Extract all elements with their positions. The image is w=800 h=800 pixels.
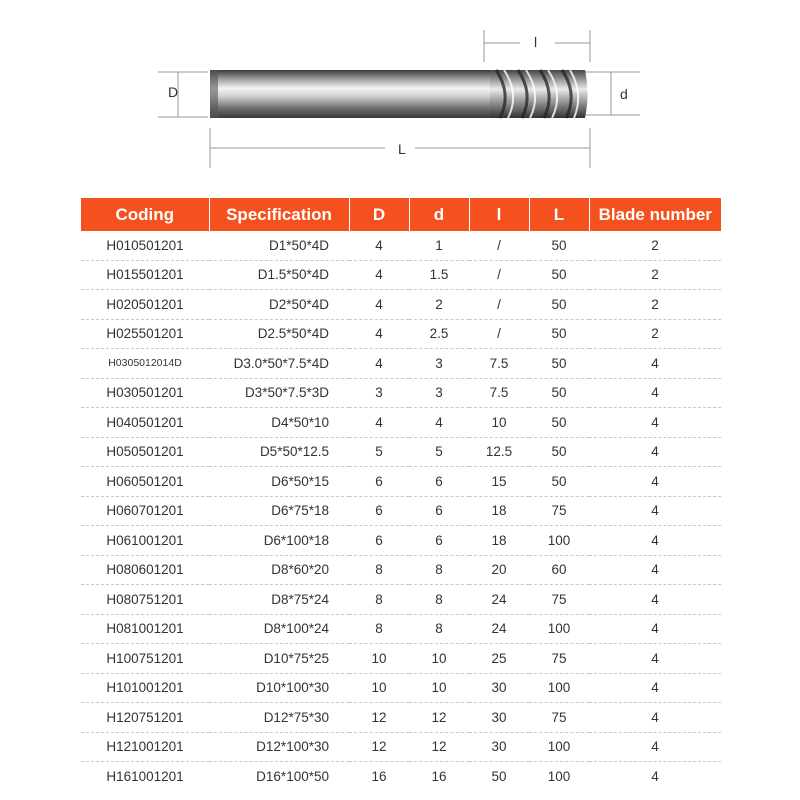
cell-specification: D1.5*50*4D	[209, 260, 349, 290]
cell-L: 50	[529, 260, 589, 290]
table-row	[81, 231, 721, 260]
cell-coding: H060701201	[81, 496, 209, 526]
table-row	[81, 762, 721, 791]
cell-L: 100	[529, 673, 589, 703]
cell-d: 6	[409, 467, 469, 497]
table-header-row	[81, 198, 721, 231]
cell-blade-number: 2	[589, 260, 721, 290]
table-row	[81, 555, 721, 585]
cell-specification: D1*50*4D	[209, 231, 349, 260]
cell-blade-number: 4	[589, 703, 721, 733]
dimension-l-label: l	[534, 34, 538, 50]
cell-D: 4	[349, 260, 409, 290]
cell-coding: H010501201	[81, 231, 209, 260]
cell-l: 18	[469, 496, 529, 526]
cell-L: 100	[547, 768, 571, 784]
cell-L: 75	[529, 585, 589, 615]
cell-D: 10	[349, 644, 409, 674]
cell-d: 2	[409, 290, 469, 320]
table-row	[81, 526, 721, 556]
cell-D: 4	[349, 231, 409, 260]
table-row	[81, 614, 721, 644]
end-mill-drawing	[0, 0, 800, 185]
cell-L: 50	[529, 290, 589, 320]
cell-specification: D2.5*50*4D	[209, 319, 349, 349]
table-row	[81, 260, 721, 290]
cell-d: 8	[409, 585, 469, 615]
header-d: d	[409, 198, 469, 231]
cell-specification: D5*50*12.5	[209, 437, 349, 467]
cell-L: 50	[529, 378, 589, 408]
cell-specification: D8*75*24	[209, 585, 349, 615]
cell-D: 6	[349, 467, 409, 497]
cell-d: 6	[409, 526, 469, 556]
cell-D: 3	[349, 378, 409, 408]
cell-blade-number: 4	[589, 732, 721, 762]
cell-d: 16	[431, 768, 447, 784]
cell-d: 10	[409, 644, 469, 674]
cell-L: 50	[529, 231, 589, 260]
table-row	[81, 408, 721, 438]
header-coding: Coding	[81, 198, 209, 231]
cell-l: 30	[469, 673, 529, 703]
cell-coding: H060501201	[81, 467, 209, 497]
cell-coding: H040501201	[81, 408, 209, 438]
cell-blade-number: 2	[589, 231, 721, 260]
cell-l: 50	[491, 768, 507, 784]
cell-coding: H015501201	[81, 260, 209, 290]
cell-l: /	[469, 231, 529, 260]
table-row	[81, 319, 721, 349]
cell-specification: D12*75*30	[209, 703, 349, 733]
cell-l: 30	[469, 732, 529, 762]
cell-D: 8	[349, 585, 409, 615]
dimension-d-label: d	[620, 86, 628, 102]
cell-l: 20	[469, 555, 529, 585]
table-row	[81, 585, 721, 615]
cell-D: 8	[349, 614, 409, 644]
cell-specification: D10*75*25	[209, 644, 349, 674]
cell-l: 25	[469, 644, 529, 674]
cell-l: 7.5	[469, 349, 529, 379]
cell-coding: H050501201	[81, 437, 209, 467]
cell-coding: H100751201	[81, 644, 209, 674]
cell-specification: D6*75*18	[209, 496, 349, 526]
cell-blade-number: 4	[589, 496, 721, 526]
specification-table	[81, 198, 721, 791]
cell-blade-number: 4	[589, 408, 721, 438]
cell-coding: H0305012014D	[81, 349, 209, 379]
cell-coding: H120751201	[81, 703, 209, 733]
cell-coding: H061001201	[81, 526, 209, 556]
header-l: l	[469, 198, 529, 231]
cell-blade-number: 2	[589, 290, 721, 320]
cell-coding: H030501201	[81, 378, 209, 408]
table-row	[81, 673, 721, 703]
cell-specification: D3.0*50*7.5*4D	[209, 349, 349, 379]
cell-coding: H080601201	[81, 555, 209, 585]
cell-l: /	[469, 290, 529, 320]
cell-D: 16	[371, 768, 387, 784]
table-row	[81, 703, 721, 733]
cell-specification: D6*100*18	[209, 526, 349, 556]
cell-l: /	[469, 319, 529, 349]
cell-l: 18	[469, 526, 529, 556]
cell-D: 4	[349, 349, 409, 379]
tool-shank	[210, 70, 492, 118]
cell-D: 12	[349, 732, 409, 762]
cell-l: 7.5	[469, 378, 529, 408]
cell-specification: D16*100*50	[256, 768, 329, 784]
cell-blade-number: 4	[589, 644, 721, 674]
cell-l: 12.5	[469, 437, 529, 467]
header-D: D	[349, 198, 409, 231]
cell-coding: H020501201	[81, 290, 209, 320]
cell-D: 12	[349, 703, 409, 733]
cell-L: 100	[529, 732, 589, 762]
cell-d: 6	[409, 496, 469, 526]
cell-l: 10	[469, 408, 529, 438]
cell-d: 8	[409, 555, 469, 585]
cell-specification: D8*60*20	[209, 555, 349, 585]
cell-specification: D6*50*15	[209, 467, 349, 497]
cell-blade-number: 2	[589, 319, 721, 349]
cell-l: 24	[469, 614, 529, 644]
cell-blade-number: 4	[589, 673, 721, 703]
cell-D: 10	[349, 673, 409, 703]
cell-blade-number: 4	[589, 437, 721, 467]
table-body	[81, 231, 721, 791]
cell-blade-number: 4	[589, 585, 721, 615]
cell-d: 2.5	[409, 319, 469, 349]
header-blade-number: Blade number	[589, 198, 721, 231]
cell-D: 6	[349, 526, 409, 556]
cell-L: 60	[529, 555, 589, 585]
cell-specification: D12*100*30	[209, 732, 349, 762]
cell-L: 100	[529, 526, 589, 556]
cell-d: 12	[409, 732, 469, 762]
table-row	[81, 349, 721, 379]
end-mill-diagram	[0, 0, 800, 185]
cell-d: 1.5	[409, 260, 469, 290]
cell-l: 24	[469, 585, 529, 615]
cell-coding: H101001201	[81, 673, 209, 703]
cell-coding: H121001201	[81, 732, 209, 762]
cell-d: 10	[409, 673, 469, 703]
cell-coding: H025501201	[81, 319, 209, 349]
table-row	[81, 467, 721, 497]
table-row	[81, 644, 721, 674]
cell-blade-number: 4	[589, 555, 721, 585]
cell-L: 100	[529, 614, 589, 644]
dimension-L-label: L	[398, 141, 406, 157]
cell-l: 30	[469, 703, 529, 733]
cell-blade-number: 4	[589, 378, 721, 408]
cell-d: 5	[409, 437, 469, 467]
dimension-D-label: D	[168, 84, 179, 100]
cell-coding: H081001201	[81, 614, 209, 644]
cell-L: 75	[529, 703, 589, 733]
cell-D: 5	[349, 437, 409, 467]
cell-d: 8	[409, 614, 469, 644]
cell-L: 50	[529, 349, 589, 379]
cell-specification: D10*100*30	[209, 673, 349, 703]
cell-L: 75	[529, 644, 589, 674]
cell-l: /	[469, 260, 529, 290]
header-L: L	[529, 198, 589, 231]
cell-L: 50	[529, 408, 589, 438]
table-row	[81, 290, 721, 320]
cell-blade-number: 4	[589, 526, 721, 556]
cell-d: 12	[409, 703, 469, 733]
table-row	[81, 496, 721, 526]
cell-blade-number: 4	[589, 614, 721, 644]
cell-specification: D2*50*4D	[209, 290, 349, 320]
cell-l: 15	[469, 467, 529, 497]
tool-flutes	[490, 70, 588, 118]
cell-coding: H080751201	[81, 585, 209, 615]
cell-blade-number: 4	[651, 768, 659, 784]
cell-blade-number: 4	[589, 349, 721, 379]
cell-specification: D4*50*10	[209, 408, 349, 438]
cell-L: 75	[529, 496, 589, 526]
cell-L: 50	[529, 437, 589, 467]
cell-L: 50	[529, 467, 589, 497]
cell-d: 3	[409, 378, 469, 408]
cell-D: 4	[349, 408, 409, 438]
cell-d: 1	[409, 231, 469, 260]
cell-d: 3	[409, 349, 469, 379]
header-specification: Specification	[209, 198, 349, 231]
cell-D: 6	[349, 496, 409, 526]
cell-blade-number: 4	[589, 467, 721, 497]
cell-L: 50	[529, 319, 589, 349]
table-row	[81, 437, 721, 467]
cell-D: 4	[349, 319, 409, 349]
cell-coding: H161001201	[106, 768, 184, 784]
cell-specification: D3*50*7.5*3D	[209, 378, 349, 408]
cell-D: 4	[349, 290, 409, 320]
cell-d: 4	[409, 408, 469, 438]
table-row	[81, 378, 721, 408]
table-row	[81, 732, 721, 762]
cell-D: 8	[349, 555, 409, 585]
cell-specification: D8*100*24	[209, 614, 349, 644]
